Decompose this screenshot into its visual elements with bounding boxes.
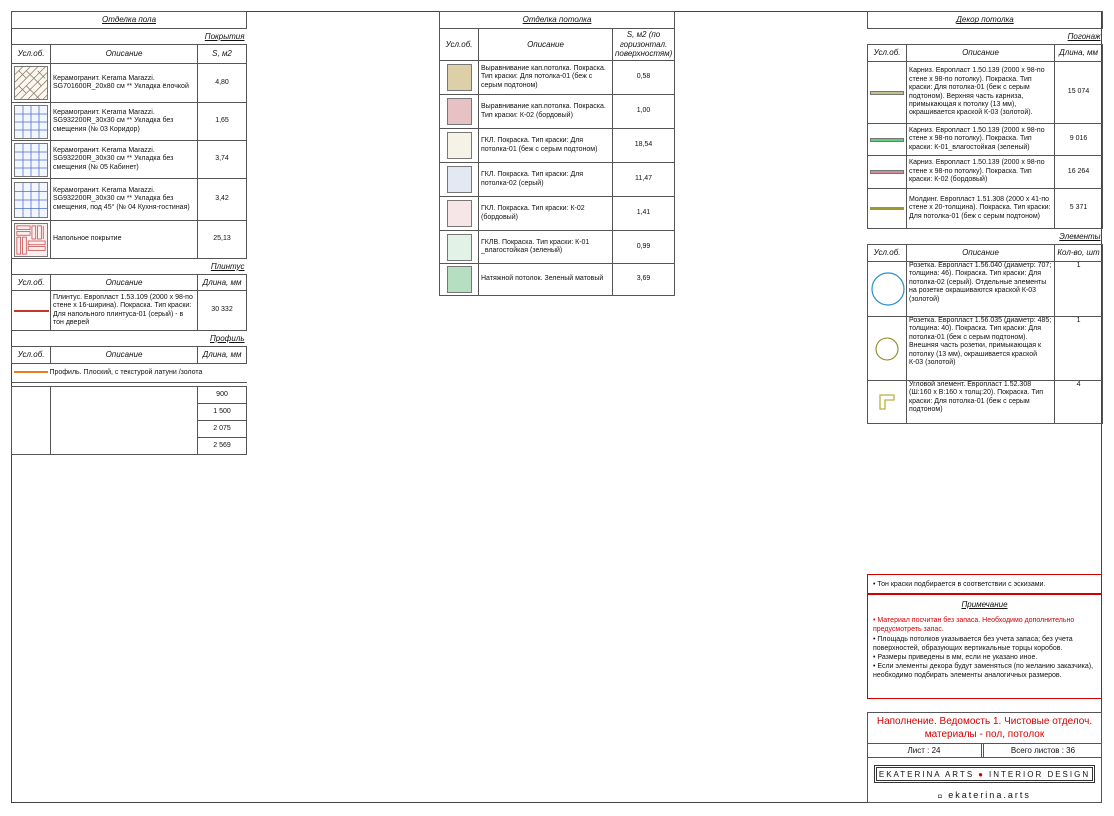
corner-element-icon — [878, 393, 896, 411]
paint-swatch — [447, 64, 472, 91]
brand-handle: ◘ ekaterina.arts — [938, 790, 1031, 800]
logo-text-left: EKATERINA ARTS — [878, 769, 975, 779]
column-header: Усл.об. — [440, 29, 479, 61]
molding-line-icon — [870, 207, 904, 210]
column-header: Описание — [51, 347, 198, 364]
table-row — [12, 64, 247, 103]
row-value: 5 371 — [1055, 189, 1103, 229]
paint-swatch — [447, 98, 472, 125]
row-description: Молдинг. Европласт 1.51.308 (2000 x 41-по стене x 20-толщина). Покраска. Тип краски: Для потолка-01 (беж с серым подтоном) — [907, 189, 1055, 229]
table-row — [868, 381, 1103, 424]
logo-text-right: INTERIOR DESIGN — [989, 769, 1091, 779]
profile-length: 1 500 — [198, 404, 247, 421]
table-row — [440, 264, 675, 296]
floor-table-title: Отделка пола — [12, 12, 247, 29]
row-value: 11,47 — [613, 163, 675, 197]
row-description: Розетка. Европласт 1.56.040 (диаметр: 707; толщина: 46). Покраска. Тип краски: Для потолка-02 (серый). Отдельные элементы на розетке окрашиваются краской К-03 (золотой) — [907, 262, 1055, 317]
column-header: S, м2 — [198, 45, 247, 64]
row-description: Натяжной потолок. Зеленый матовый — [479, 264, 613, 296]
table-row — [868, 62, 1103, 124]
coverings-section-title: Покрытия — [12, 29, 247, 45]
column-header: Длина, мм — [198, 347, 247, 364]
cornice-line-icon — [870, 170, 904, 174]
note-item: • Если элементы декора будут заменяться (по желанию заказчика), необходимо подбирать элементы аналогичных размеров. — [873, 662, 1094, 679]
notes-box — [867, 594, 1102, 699]
row-description: ГКЛ. Покраска. Тип краски: Для потолка-02 (серый) — [479, 163, 613, 197]
column-header: Усл.об. — [12, 347, 51, 364]
row-value: 9 016 — [1055, 124, 1103, 156]
row-description: Керамогранит. Kerama Marazzi. SG932200R_30x30 см ** Укладка без смещения (№ 05 Кабинет) — [51, 141, 198, 179]
table-row — [12, 364, 247, 383]
paint-swatch — [447, 200, 472, 227]
table-row — [868, 317, 1103, 381]
row-value: 25,13 — [198, 221, 247, 259]
column-header: Описание — [907, 45, 1055, 62]
herringbone-tile-icon — [14, 66, 48, 100]
row-value: 1,41 — [613, 197, 675, 231]
tone-note-box — [867, 574, 1102, 594]
row-value: 1 — [1055, 262, 1103, 317]
paint-swatch — [447, 234, 472, 261]
row-description: Карниз. Европласт 1.50.139 (2000 x 98-по стене x 98-по потолку). Покраска. Тип краски: К-02 (бордовый) — [907, 156, 1055, 189]
table-row — [868, 156, 1103, 189]
large-rosette-icon — [870, 271, 906, 307]
red-parquet-icon — [14, 223, 48, 257]
table-row — [12, 387, 247, 404]
row-value: 4,80 — [198, 64, 247, 103]
row-value: 4 — [1055, 381, 1103, 424]
paint-swatch — [447, 132, 472, 159]
table-row — [12, 141, 247, 179]
row-description: ГКЛ. Покраска. Тип краски: К-02 (бордовый) — [479, 197, 613, 231]
column-header: Длина, мм — [198, 275, 247, 291]
row-description: Плинтус. Европласт 1.53.109 (2000 x 98-по стене x 16-ширина). Покраска. Тип краски: Для напольного плинтуса-01 (серый) - в тон дверей — [51, 291, 198, 331]
table-row — [12, 103, 247, 141]
column-header: Описание — [907, 245, 1055, 262]
running-section-title: Погонаж — [868, 29, 1103, 45]
table-row — [440, 95, 675, 129]
profile-length: 2 075 — [198, 421, 247, 438]
paint-swatch — [447, 266, 472, 293]
column-header: Кол-во, шт — [1055, 245, 1103, 262]
row-value: 3,42 — [198, 179, 247, 221]
ceiling-table-title: Отделка потолка — [440, 12, 675, 29]
paint-swatch — [447, 166, 472, 193]
row-description: Карниз. Европласт 1.50.139 (2000 x 98-по стене x 98-по потолку). Покраска. Тип краски: Для потолка-01 (беж с серым подтоном). Верхняя часть карниза, примыкающая к потолку (13 мм), окрашивается краской К-03 (золотой). — [907, 62, 1055, 124]
table-row — [440, 163, 675, 197]
row-description: Розетка. Европласт 1.56.035 (диаметр: 485; толщина: 40). Покраска. Тип краски: Для потолка-01 (беж с серым подтоном). Внешняя часть розетки, примыкающая к потолку (13 мм), окрашивается краской К-03 (золотой) — [907, 317, 1055, 381]
ceiling-finish-table — [439, 11, 675, 296]
table-row — [868, 189, 1103, 229]
row-description: Профиль. Плоский, с текстурой латуни /золота — [49, 368, 203, 376]
column-header: Усл.об. — [868, 45, 907, 62]
table-row — [12, 291, 247, 331]
row-value: 1,00 — [613, 95, 675, 129]
table-row — [12, 221, 247, 259]
column-header: Усл.об. — [868, 245, 907, 262]
small-rosette-icon — [874, 336, 900, 362]
row-value: 15 074 — [1055, 62, 1103, 124]
row-description: Угловой элемент. Европласт 1.52.308 (Ш:160 x В:160 x толщ:20). Покраска. Тип краски: Для потолка-01 (беж с серым подтоном) — [907, 381, 1055, 424]
skirting-section-title: Плинтус — [12, 259, 247, 275]
company-logo — [874, 765, 1095, 783]
row-description: Карниз. Европласт 1.50.139 (2000 x 98-по стене x 98-по потолку). Покраска. Тип краски: К-01_влагостойкая (зеленый) — [907, 124, 1055, 156]
notes-title: Примечание — [961, 600, 1008, 609]
column-header: Усл.об. — [12, 275, 51, 291]
cornice-line-icon — [870, 138, 904, 142]
row-description: ГКЛ. Покраска. Тип краски: Для потолка-01 (беж с серым подтоном) — [479, 129, 613, 163]
note-red-item: • Материал посчитан без запаса. Необходимо дополнительно предусмотреть запас. — [873, 617, 1075, 634]
profile-length: 2 569 — [198, 438, 247, 455]
ceiling-decor-table — [867, 11, 1103, 424]
profile-length: 900 — [198, 387, 247, 404]
table-row — [440, 129, 675, 163]
table-row — [868, 124, 1103, 156]
column-header: Описание — [479, 29, 613, 61]
title-block-title — [870, 716, 1099, 742]
note-item: • Площадь потолков указывается без учета запаса; без учета поверхностей, образующих вертикальные торцы коробов. — [873, 635, 1073, 652]
profile-section-title: Профиль — [12, 331, 247, 347]
table-row — [868, 262, 1103, 317]
skirting-line-icon — [14, 309, 49, 313]
profile-line-icon — [14, 370, 48, 374]
row-value: 1 — [1055, 317, 1103, 381]
cornice-line-icon — [870, 91, 904, 95]
column-header: S, м2 (по горизонтал. поверхностям) — [613, 29, 675, 61]
logo-dot-icon: ● — [978, 769, 985, 779]
blue-grid-tile-icon — [14, 105, 48, 139]
column-header: Усл.об. — [12, 45, 51, 64]
column-header: Длина, мм — [1055, 45, 1103, 62]
row-description: Керамогранит. Kerama Marazzi. SG932200R_30x30 см ** Укладка без смещения (№ 03 Коридор) — [51, 103, 198, 141]
row-value: 0,99 — [613, 231, 675, 264]
row-value: 18,54 — [613, 129, 675, 163]
row-value: 1,65 — [198, 103, 247, 141]
row-value: 3,74 — [198, 141, 247, 179]
row-description: ГКЛВ. Покраска. Тип краски: К-01 _влагостойкая (зеленый) — [479, 231, 613, 264]
row-description: Керамогранит. Kerama Marazzi. SG932200R_30x30 см ** Укладка без смещения, под 45° (№ 04 Кухня-гостиная) — [51, 179, 198, 221]
elements-section-title: Элементы — [868, 229, 1103, 245]
drawing-title: Наполнение. Ведомость 1. Чистовые отделоч. материалы - пол, потолок — [876, 716, 1093, 740]
row-value: 3,69 — [613, 264, 675, 296]
diagonal-grid-tile-icon — [14, 182, 48, 218]
column-header: Описание — [51, 45, 198, 64]
row-description: Выравнивание кап.потолка. Покраска. Тип краски: Для потолка-01 (беж с серым подтоном) — [479, 61, 613, 95]
decor-table-title: Декор потолка — [868, 12, 1103, 29]
column-header: Описание — [51, 275, 198, 291]
table-row — [440, 197, 675, 231]
row-value: 30 332 — [198, 291, 247, 331]
note-item: • Размеры приведены в мм, если не указано иное. — [873, 653, 1038, 661]
row-value: 16 264 — [1055, 156, 1103, 189]
table-row — [440, 61, 675, 95]
blue-grid-tile-icon — [14, 143, 48, 177]
table-row — [440, 231, 675, 264]
total-sheets: Всего листов : 36 — [1010, 746, 1076, 755]
table-row — [12, 179, 247, 221]
row-description: Выравнивание кап.потолка. Покраска. Тип краски: К-02 (бордовый) — [479, 95, 613, 129]
floor-finish-table — [11, 11, 247, 455]
row-value: 0,58 — [613, 61, 675, 95]
camera-icon: ◘ — [938, 794, 944, 800]
tone-note: • Тон краски подбирается в соответствии с эскизами. — [873, 581, 1046, 588]
row-description: Напольное покрытие — [51, 221, 198, 259]
row-description: Керамогранит. Kerama Marazzi. SG701600R_20x80 см ** Укладка ёлочкой — [51, 64, 198, 103]
sheet-number: Лист : 24 — [907, 746, 941, 755]
